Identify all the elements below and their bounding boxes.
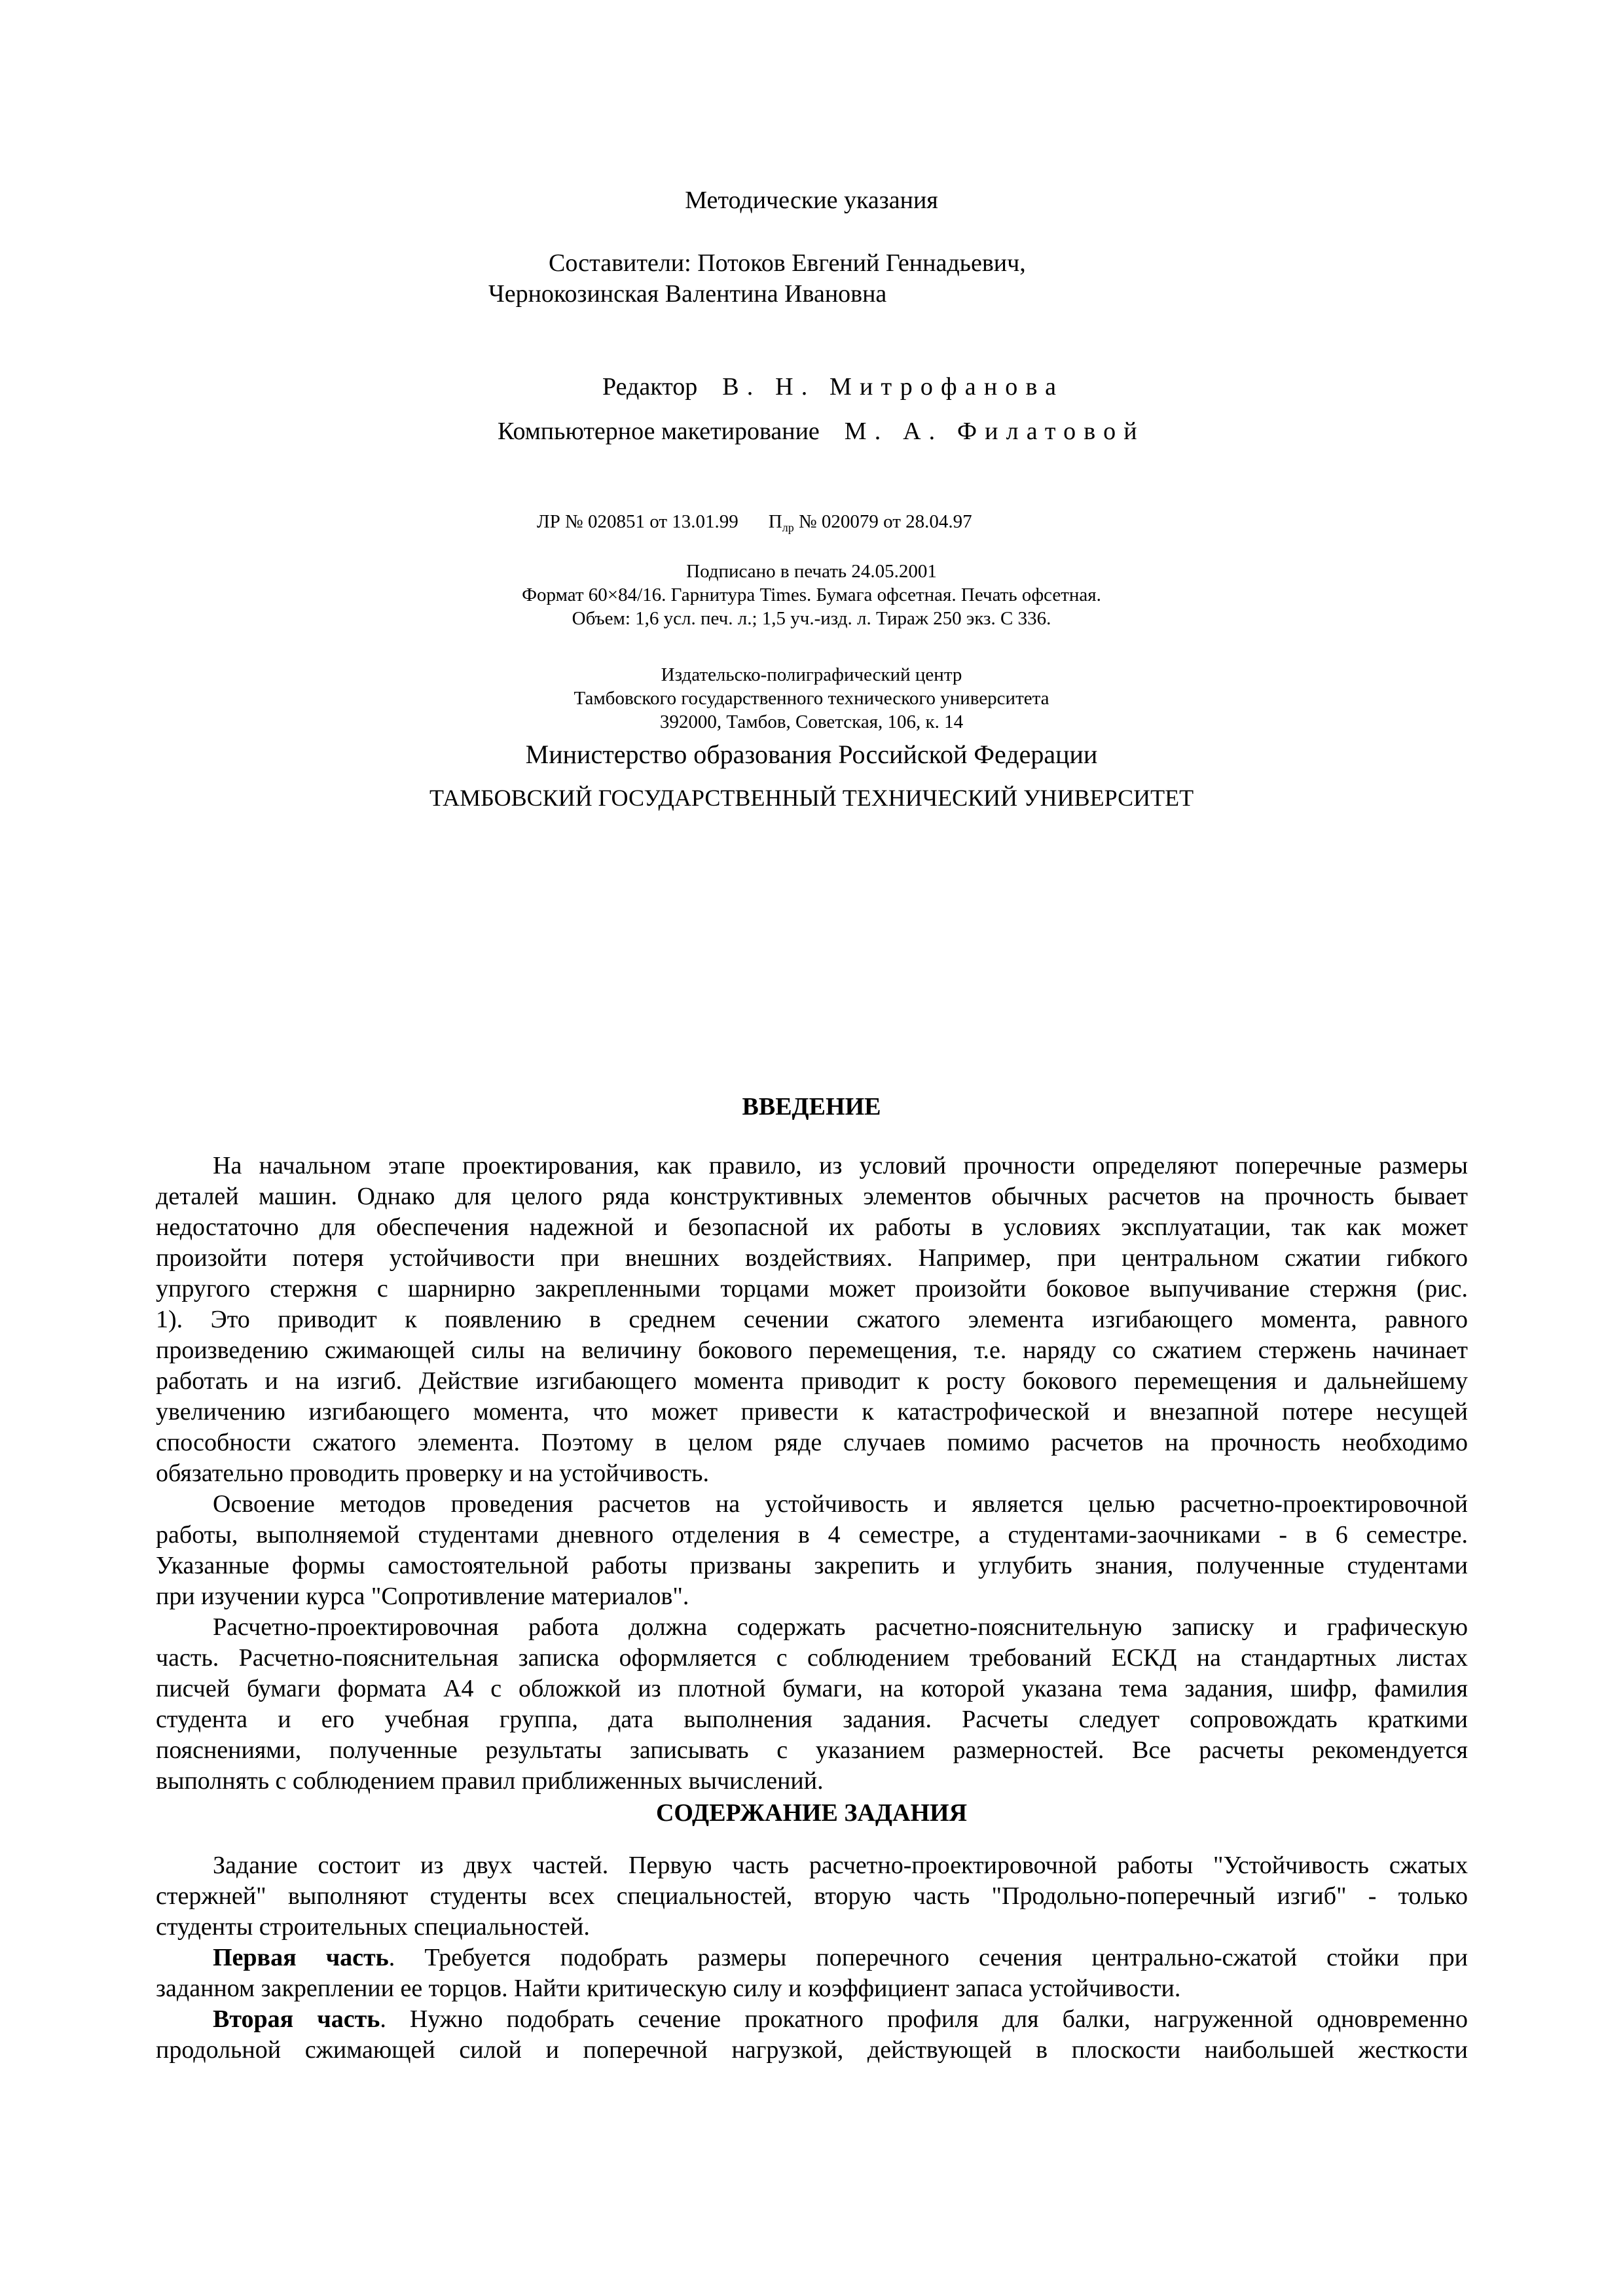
task-line: студенты строительных специальностей.	[156, 1913, 590, 1941]
imprint-layout-label: Компьютерное макетирование	[498, 418, 820, 445]
task-part1-line2: заданном закреплении ее торцов. Найти критическую силу и коэффициент запаса устойчивости.	[156, 1975, 1181, 2002]
imprint-license-lr: ЛР № 020851 от 13.01.99	[537, 511, 739, 532]
university-title: ТАМБОВСКИЙ ГОСУДАРСТВЕННЫЙ ТЕХНИЧЕСКИЙ УНИВЕРСИТЕТ	[429, 785, 1194, 811]
task-part2-label: Вторая часть	[213, 2005, 380, 2033]
intro-line: недостаточно для обеспечения надежной и безопасной их работы в условиях эксплуатации, так как может	[156, 1213, 1468, 1241]
intro-line: деталей машин. Однако для целого ряда конструктивных элементов обычных расчетов на прочность бывает	[156, 1183, 1468, 1210]
intro-line: работать и на изгиб. Действие изгибающего момента приводит к росту бокового перемещения и дальнейшему	[156, 1367, 1468, 1395]
imprint-layout-name: М. А. Филатовой	[844, 418, 1145, 445]
intro-line: На начальном этапе проектирования, как правило, из условий прочности определяют поперечные размеры	[213, 1152, 1468, 1179]
intro-line: обязательно проводить проверку и на устойчивость.	[156, 1460, 709, 1487]
intro-heading: ВВЕДЕНИЕ	[742, 1093, 881, 1121]
imprint-editor-label: Редактор	[602, 373, 698, 401]
intro-line: способности сжатого элемента. Поэтому в целом ряде случаев помимо расчетов на прочность необходимо	[156, 1429, 1468, 1456]
task-part1-text: . Требуется подобрать размеры поперечного сечения центрально-сжатой стойки при	[388, 1944, 1468, 1971]
task-line: Задание состоит из двух частей. Первую часть расчетно-проектировочной работы "Устойчивость сжатых	[213, 1852, 1468, 1879]
ministry-title: Министерство образования Российской Федерации	[525, 740, 1098, 769]
task-heading: СОДЕРЖАНИЕ ЗАДАНИЯ	[655, 1799, 968, 1827]
task-line: стержней" выполняют студенты всех специальностей, вторую часть "Продольно-поперечный изгиб" - только	[156, 1882, 1468, 1910]
intro-line: пояснениями, полученные результаты записывать с указанием размерностей. Все расчеты рекомендуется	[156, 1736, 1468, 1764]
intro-line: произойти потеря устойчивости при внешних воздействиях. Например, при центральном сжатии гибкого	[156, 1244, 1468, 1272]
intro-line: работы, выполняемой студентами дневного отделения в 4 семестре, а студентами-заочниками - в 6 семестре.	[156, 1521, 1468, 1549]
intro-line: Расчетно-проектировочная работа должна содержать расчетно-пояснительную записку и графическую	[213, 1613, 1468, 1641]
intro-line: при изучении курса "Сопротивление материалов".	[156, 1583, 689, 1610]
imprint-volume: Объем: 1,6 усл. печ. л.; 1,5 уч.-изд. л. Тираж 250 экз. С 336.	[572, 608, 1051, 629]
imprint-licenses	[537, 512, 972, 533]
imprint-signed: Подписано в печать 24.05.2001	[686, 561, 937, 582]
imprint-compilers-line1: Составители: Потоков Евгений Геннадьевич,	[549, 249, 1026, 277]
imprint-editor-name: В. Н. Митрофанова	[722, 373, 1065, 401]
imprint-title: Методические указания	[685, 187, 938, 214]
imprint-layout	[498, 419, 1145, 444]
task-part1-label: Первая часть	[213, 1944, 389, 1971]
imprint-editor	[602, 374, 1064, 399]
intro-line: писчей бумаги формата А4 с обложкой из плотной бумаги, на которой указана тема задания, шифр, фамилия	[156, 1675, 1468, 1702]
intro-line: выполнять с соблюдением правил приближенных вычислений.	[156, 1767, 824, 1795]
task-part2-line1	[213, 2007, 1468, 2032]
imprint-license-pd-letter: П	[768, 511, 782, 532]
imprint-compilers-line2: Чернокозинская Валентина Ивановна	[488, 280, 887, 308]
imprint-license-pd-number: № 020079 от 28.04.97	[798, 511, 972, 532]
intro-line: 1). Это приводит к появлению в среднем сечении сжатого элемента изгибающего момента, равного	[156, 1306, 1468, 1333]
imprint-publisher-line1: Издательско-полиграфический центр	[661, 664, 962, 685]
intro-line: увеличению изгибающего момента, что может привести к катастрофической и внезапной потере несущей	[156, 1398, 1468, 1426]
intro-line: студента и его учебная группа, дата выполнения задания. Расчеты следует сопровождать краткими	[156, 1706, 1468, 1733]
intro-line: упругого стержня с шарнирно закрепленными торцами может произойти боковое выпучивание стержня (рис.	[156, 1275, 1468, 1302]
imprint-publisher-line3: 392000, Тамбов, Советская, 106, к. 14	[659, 711, 964, 732]
task-part1-line1	[213, 1945, 1468, 1970]
imprint-format: Формат 60×84/16. Гарнитура Times. Бумага офсетная. Печать офсетная.	[522, 584, 1101, 605]
intro-line: Указанные формы самостоятельной работы призваны закрепить и углубить знания, полученные студентами	[156, 1552, 1468, 1579]
imprint-publisher-line2: Тамбовского государственного технического университета	[574, 688, 1049, 709]
imprint-license-pd-subscript: лр	[782, 521, 794, 534]
intro-line: произведению сжимающей силы на величину бокового перемещения, т.е. наряду со сжатием стержень начинает	[156, 1336, 1468, 1364]
imprint-license-pd	[769, 511, 972, 532]
intro-line: Освоение методов проведения расчетов на устойчивость и является целью расчетно-проектировочной	[213, 1490, 1468, 1518]
task-part2-line2: продольной сжимающей силой и поперечной нагрузкой, действующей в плоскости наибольшей жесткости	[156, 2036, 1468, 2064]
task-part2-text: . Нужно подобрать сечение прокатного профиля для балки, нагруженной одновременно	[380, 2005, 1468, 2033]
intro-line: часть. Расчетно-пояснительная записка оформляется с соблюдением требований ЕСКД на стандартных листах	[156, 1644, 1468, 1672]
